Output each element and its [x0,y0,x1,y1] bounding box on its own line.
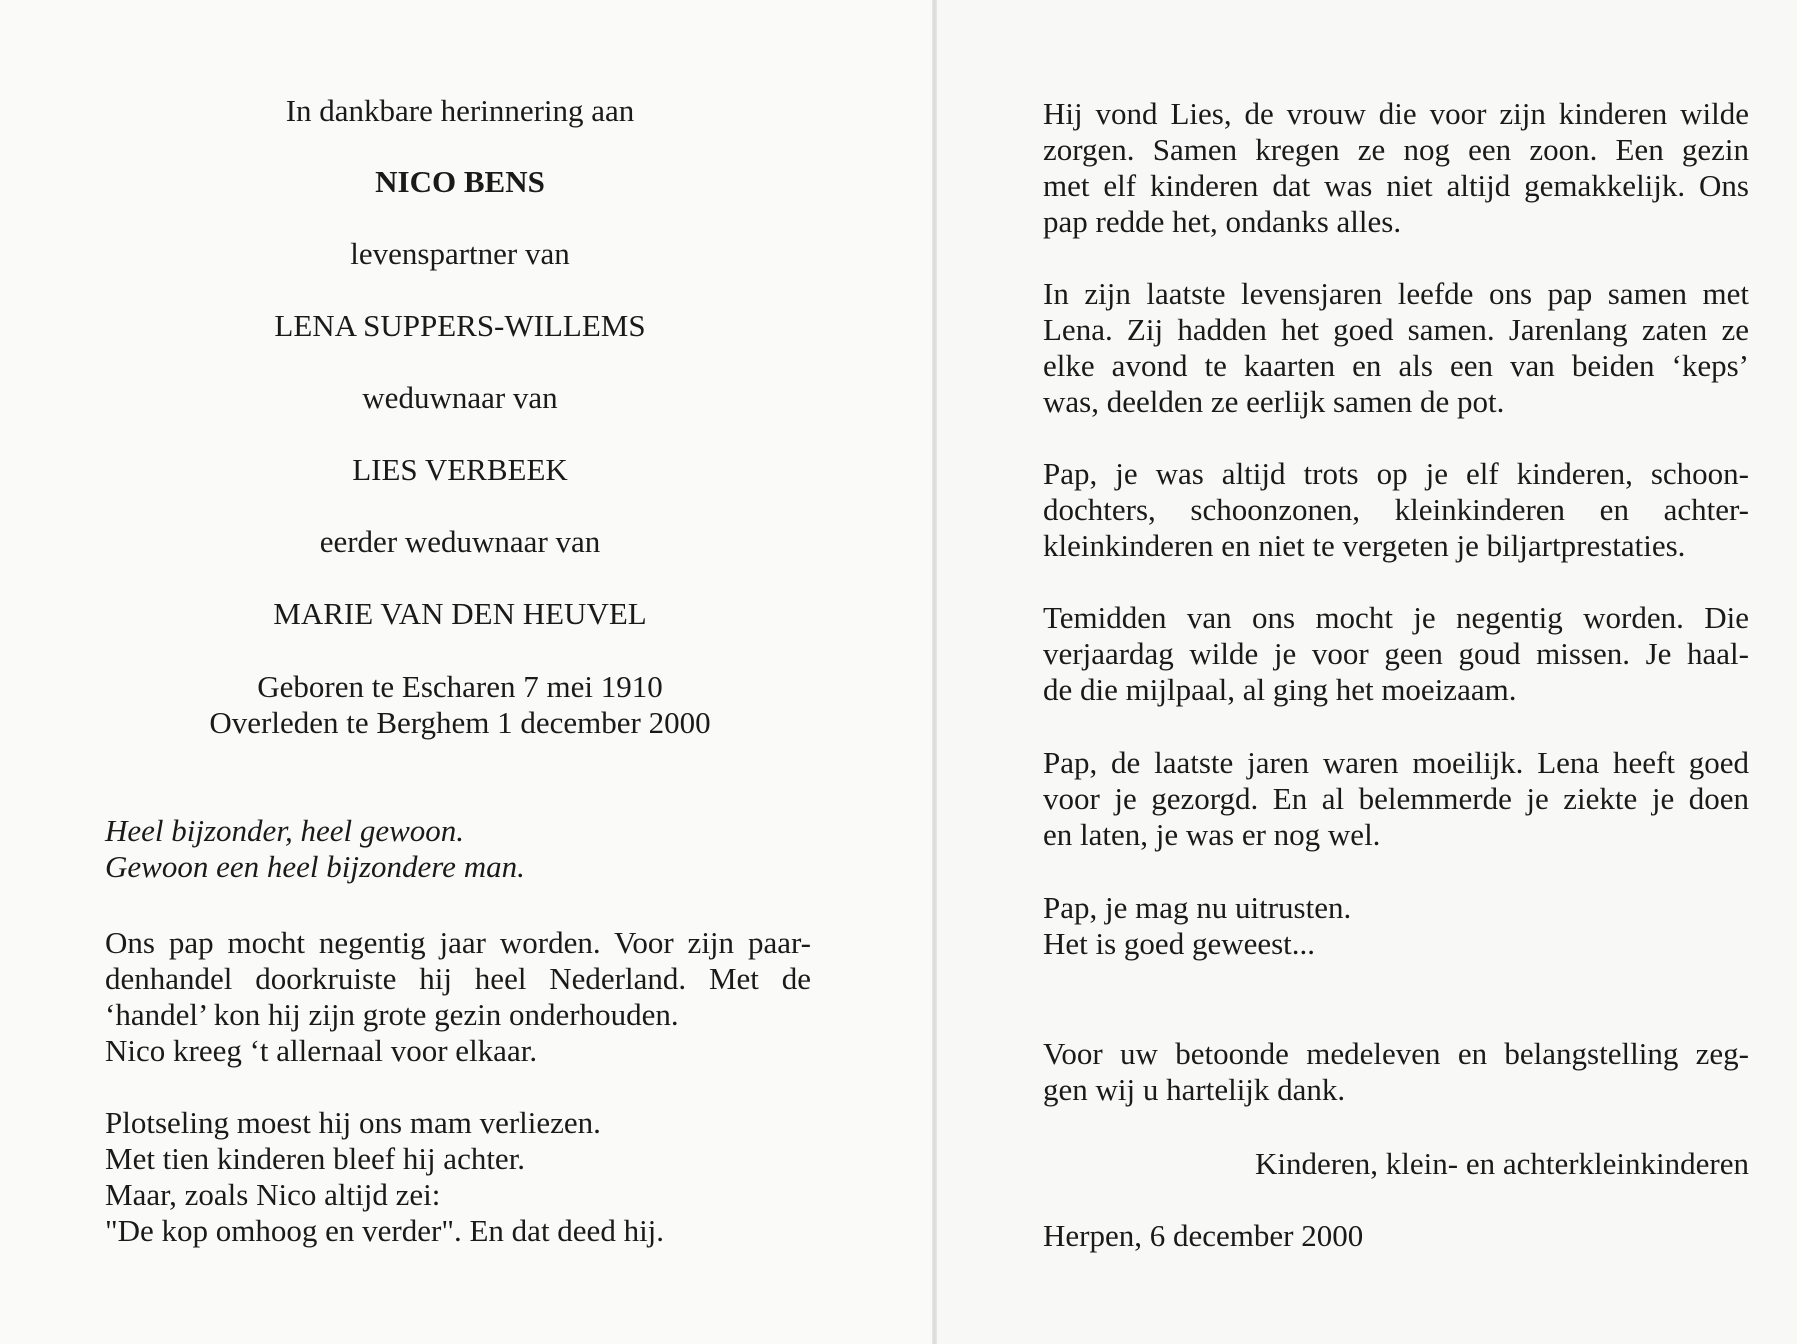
text-line: Met tien kinderen bleef hij achter. [105,1141,526,1176]
second-wife-name: LIES VERBEEK [352,452,568,487]
verse [105,813,525,885]
relation-partner: levenspartner van [350,236,570,271]
paragraph-loss [105,1105,811,1249]
text-line: Pap, de laatste jaren waren moeilijk. Lena heeft goed [1043,745,1749,780]
intro-text: In dankbare herinnering aan [285,93,635,128]
text-line: kleinkinderen en niet te vergeten je biljartprestaties. [1043,528,1686,563]
paragraph-lena [1043,276,1749,420]
page-fold [932,0,937,1344]
text-line: verjaardag wilde je voor geen goud missen. Je haal- [1043,636,1749,671]
text-line: de die mijlpaal, al ging het moeizaam. [1043,672,1517,707]
text-line: Ons pap mocht negentig jaar worden. Voor zijn paar- [105,925,811,960]
text-line: Maar, zoals Nico altijd zei: [105,1177,441,1212]
relation-earlier-widower: eerder weduwnaar van [319,524,601,559]
paragraph-lies [1043,96,1749,240]
text-line: denhandel doorkruiste hij heel Nederland. Met de [105,961,811,996]
paragraph-last-years [1043,745,1749,853]
text-line: Het is goed geweest... [1043,926,1316,961]
text-line: Temidden van ons mocht je negentig worden. Die [1043,600,1749,635]
paragraph-rest [1043,890,1749,962]
text-line: Pap, je was altijd trots op je elf kinderen, schoon- [1043,456,1749,491]
text-line: ‘handel’ kon hij zijn grote gezin onderhouden. [105,997,679,1032]
text-line: Hij vond Lies, de vrouw die voor zijn kinderen wilde [1043,96,1749,131]
text-line: Lena. Zij hadden het goed samen. Jarenlang zaten ze [1043,312,1749,347]
text-line: Pap, je mag nu uitrusten. [1043,890,1352,925]
birth-line: Geboren te Escharen 7 mei 1910 [257,669,663,704]
text-line: In zijn laatste levensjaren leefde ons pap samen met [1043,276,1749,311]
partner-name: LENA SUPPERS-WILLEMS [274,308,646,343]
text-line: pap redde het, ondanks alles. [1043,204,1402,239]
text-line: met elf kinderen dat was niet altijd gemakkelijk. Ons [1043,168,1749,203]
deceased-name: NICO BENS [375,164,545,199]
text-line: "De kop omhoog en verder". En dat deed hij. [105,1213,665,1248]
text-line: voor je gezorgd. En al belemmerde je ziekte je doen [1043,781,1749,816]
verse-line: Gewoon een heel bijzondere man. [105,849,525,884]
text-line: gen wij u hartelijk dank. [1043,1072,1346,1107]
paragraph-ninety [1043,600,1749,708]
text-line: elke avond te kaarten en als een van beiden ‘keps’ [1043,348,1749,383]
text-line: was, deelden ze eerlijk samen de pot. [1043,384,1505,419]
paragraph-pride [1043,456,1749,564]
text-line: en laten, je was er nog wel. [1043,817,1381,852]
text-line: dochters, schoonzonen, kleinkinderen en achter- [1043,492,1749,527]
paragraph-life [105,925,811,1069]
text-line: zorgen. Samen kregen ze nog een zoon. Een gezin [1043,132,1749,167]
text-line: Nico kreeg ‘t allernaal voor elkaar. [105,1033,538,1068]
text-line: Plotseling moest hij ons mam verliezen. [105,1105,601,1140]
relation-widower: weduwnaar van [362,380,558,415]
verse-line: Heel bijzonder, heel gewoon. [105,813,465,848]
paragraph-thanks [1043,1036,1749,1108]
death-line: Overleden te Berghem 1 december 2000 [209,705,711,740]
signature: Kinderen, klein- en achterkleinkinderen [1254,1146,1749,1181]
place-date: Herpen, 6 december 2000 [1043,1218,1364,1253]
text-line: Voor uw betoonde medeleven en belangstelling zeg- [1043,1036,1749,1071]
first-wife-name: MARIE VAN DEN HEUVEL [273,596,647,631]
